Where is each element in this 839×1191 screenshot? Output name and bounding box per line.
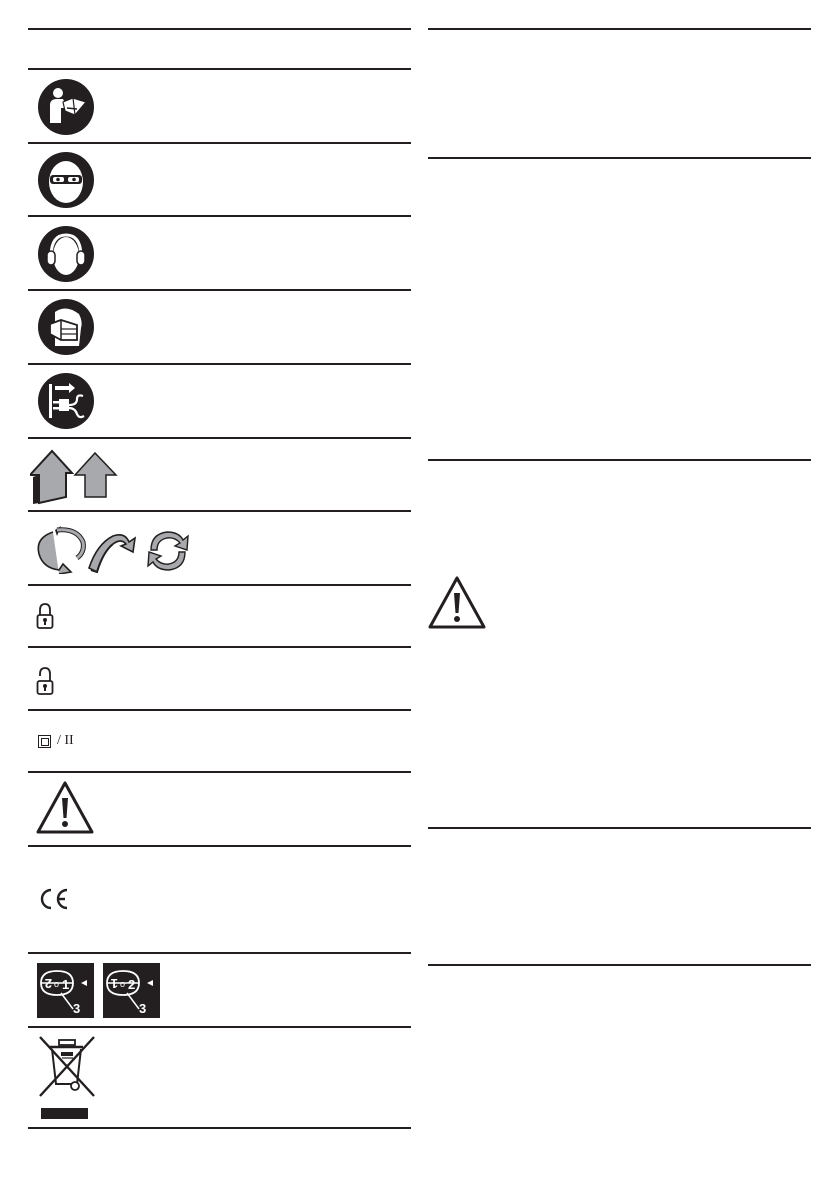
read-manual-icon (37, 78, 95, 136)
selector-label: 3 (139, 1001, 147, 1016)
divider (28, 771, 411, 773)
divider (28, 142, 411, 144)
divider (28, 363, 411, 365)
ear-protection-icon (37, 225, 95, 283)
weee-crossed-bin-icon (37, 1034, 97, 1122)
rotation-arrows-icon (33, 524, 193, 574)
divider (28, 68, 411, 70)
selector-label: o (120, 979, 126, 989)
selector-label: 2 (128, 977, 136, 992)
divider (428, 964, 811, 966)
warning-triangle-icon (35, 780, 95, 836)
padlock-unlocked-icon (36, 666, 54, 696)
arrows-up-icon (30, 447, 120, 505)
double-square-icon (38, 735, 51, 748)
selector-switch-a-icon (37, 963, 94, 1018)
class-two-icon (38, 733, 74, 749)
divider (428, 28, 811, 30)
selector-label: 3 (73, 1001, 81, 1016)
selector-label: 1 (62, 977, 70, 992)
selector-label: 1 (110, 976, 118, 991)
divider (28, 845, 411, 847)
ce-mark-icon (38, 888, 70, 910)
divider (28, 584, 411, 586)
eye-protection-icon (37, 151, 95, 209)
warning-triangle-icon (427, 575, 487, 631)
divider (428, 827, 811, 829)
selector-label: o (54, 979, 60, 989)
divider (428, 157, 811, 159)
divider (28, 1127, 411, 1129)
selector-switch-b-icon (103, 963, 160, 1018)
selector-label: 2 (44, 976, 52, 991)
divider (28, 510, 411, 512)
divider (28, 28, 411, 30)
class-two-label: / II (57, 733, 74, 748)
divider (28, 952, 411, 954)
dust-mask-icon (37, 298, 95, 356)
divider (28, 215, 411, 217)
divider (28, 646, 411, 648)
divider (28, 437, 411, 439)
divider (28, 289, 411, 291)
divider (28, 1026, 411, 1028)
unplug-icon (37, 372, 95, 430)
divider (428, 459, 811, 461)
padlock-locked-icon (36, 602, 54, 630)
divider (28, 709, 411, 711)
